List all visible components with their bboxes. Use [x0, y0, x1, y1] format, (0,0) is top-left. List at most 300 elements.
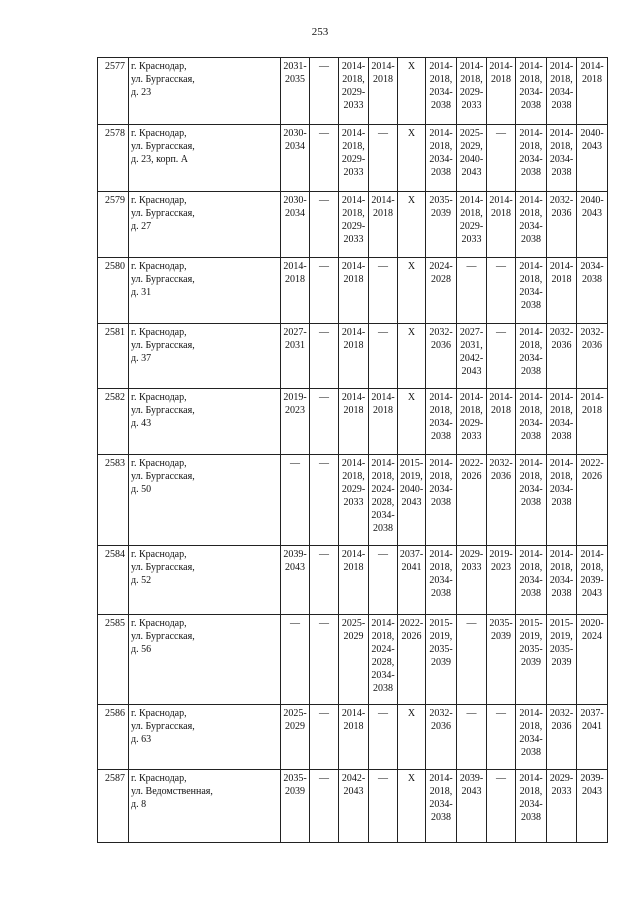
cell-line: 2043 [401, 497, 422, 508]
year-cell [310, 770, 339, 843]
cell-line: 2026 [401, 631, 422, 642]
address-line: ул. Бургасская, [131, 471, 195, 482]
cell-line: 2014- [549, 61, 574, 72]
year-cell [426, 324, 457, 389]
cell-line: 2029- [459, 549, 484, 560]
cell-line: 2014- [341, 708, 366, 719]
cell-line: 2029- [341, 154, 366, 165]
cell-line: 2033 [461, 234, 482, 245]
cell-line: 2036 [431, 721, 451, 732]
cell-line: 2029, [460, 141, 483, 152]
year-cell [457, 770, 487, 843]
year-cell [577, 615, 608, 705]
cell-line: 2018, [460, 208, 483, 219]
year-cell [547, 546, 577, 615]
cell-line: 2018, [429, 562, 453, 573]
cell-line: 2014- [549, 261, 574, 272]
cell-line: 2018 [343, 405, 364, 416]
cell-line: 2014- [341, 61, 366, 72]
cell-line: 2034- [519, 418, 543, 429]
cell-line: 2014- [549, 458, 574, 469]
cell-line: 2033 [461, 100, 482, 111]
cell-line: 2019- [283, 392, 307, 403]
cell-line: 2038 [431, 588, 451, 599]
cell-line: — [378, 773, 388, 784]
cell-line: 2015- [399, 458, 424, 469]
year-cell [369, 324, 398, 389]
cell-line: — [290, 458, 300, 469]
cell-line: 2018, [429, 74, 453, 85]
cell-line: 2034- [519, 287, 543, 298]
year-cell [577, 705, 608, 770]
cell-line: 2034 [285, 208, 305, 219]
cell-line: 2040- [580, 195, 604, 206]
cell-line: 2014- [519, 708, 543, 719]
cell-line: — [319, 618, 329, 629]
cell-line: — [319, 392, 329, 403]
cell-line: 2029- [459, 221, 484, 232]
cell-line: 2022- [399, 618, 424, 629]
year-cell [577, 258, 608, 324]
year-cell [487, 192, 516, 258]
year-cell [281, 58, 310, 125]
cell-line: 2014- [519, 549, 543, 560]
cell-line: 2038 [551, 100, 572, 111]
address-cell [129, 258, 281, 324]
cell-line: 2043 [582, 786, 602, 797]
year-cell [457, 258, 487, 324]
cell-line: 2028 [431, 274, 451, 285]
cell-line: 2014- [429, 61, 453, 72]
year-cell [577, 125, 608, 192]
row-number: 2585 [98, 615, 129, 705]
table-row [98, 546, 608, 615]
address-line: д. 52 [131, 575, 152, 586]
year-cell [281, 455, 310, 546]
row-number: 2578 [98, 125, 129, 192]
cell-line: 2018 [491, 208, 511, 219]
cell-line: 2014- [519, 128, 543, 139]
cell-line: 2031- [283, 61, 307, 72]
cell-line: — [319, 327, 329, 338]
cell-line: 2041 [582, 721, 602, 732]
address-cell [129, 770, 281, 843]
cell-line: 2018, [460, 405, 483, 416]
cell-line: 2018, [550, 471, 573, 482]
year-cell [516, 770, 547, 843]
cell-line: 2034- [429, 575, 453, 586]
year-cell [398, 192, 426, 258]
address-line: д. 63 [131, 734, 152, 745]
cell-line: 2019, [400, 471, 423, 482]
cell-line: 2018, [429, 471, 453, 482]
year-cell [487, 324, 516, 389]
row-number: 2584 [98, 546, 129, 615]
cell-line: — [496, 261, 506, 272]
year-cell [487, 125, 516, 192]
year-cell [426, 455, 457, 546]
cell-line: 2018, [550, 405, 573, 416]
cell-line: — [466, 708, 477, 719]
cell-line: 2018 [285, 274, 305, 285]
year-cell [281, 324, 310, 389]
cell-line: 2018, [519, 471, 543, 482]
cell-line: 2014- [429, 458, 453, 469]
cell-line: 2034- [519, 734, 543, 745]
row-number: 2577 [98, 58, 129, 125]
cell-line: 2018 [343, 562, 364, 573]
table-row [98, 324, 608, 389]
year-cell [369, 58, 398, 125]
year-cell [310, 58, 339, 125]
year-cell [426, 615, 457, 705]
row-number: 2581 [98, 324, 129, 389]
year-cell [516, 705, 547, 770]
year-cell [398, 324, 426, 389]
address-cell [129, 324, 281, 389]
cell-line: 2038 [373, 683, 393, 694]
cell-line: 2034- [549, 154, 574, 165]
address-cell [129, 705, 281, 770]
cell-line: 2018, [342, 471, 365, 482]
cell-line: 2014- [549, 392, 574, 403]
year-cell [516, 324, 547, 389]
address-line: д. 56 [131, 644, 152, 655]
address-cell [129, 455, 281, 546]
cell-line: 2034- [519, 484, 543, 495]
cell-line: 2034- [371, 670, 395, 681]
year-cell [398, 615, 426, 705]
cell-line: 2018, [429, 405, 453, 416]
cell-line: 2039- [459, 773, 484, 784]
address-line: ул. Бургасская, [131, 405, 195, 416]
cell-line: 2018, [519, 786, 543, 797]
cell-line: 2014- [371, 195, 395, 206]
cell-line: 2033 [343, 100, 364, 111]
address-line: ул. Бургасская, [131, 631, 195, 642]
cell-line: 2019, [519, 631, 543, 642]
year-cell [310, 125, 339, 192]
cell-line: 2035 [285, 74, 305, 85]
cell-line: 2039- [283, 549, 307, 560]
cell-line: 2026 [582, 471, 602, 482]
year-cell [547, 125, 577, 192]
year-cell [398, 389, 426, 455]
year-cell [398, 58, 426, 125]
year-cell [577, 192, 608, 258]
cell-line: 2032- [549, 327, 574, 338]
year-cell [487, 258, 516, 324]
cell-line: 2014- [371, 618, 395, 629]
cell-line: 2036 [491, 471, 511, 482]
cell-line: 2034- [580, 261, 604, 272]
year-cell [281, 258, 310, 324]
row-number: 2586 [98, 705, 129, 770]
cell-line: 2018, [519, 562, 543, 573]
cell-line: Х [407, 195, 416, 206]
address-line: д. 27 [131, 221, 152, 232]
year-cell [547, 455, 577, 546]
year-cell [457, 615, 487, 705]
year-cell [369, 389, 398, 455]
cell-line: — [496, 327, 506, 338]
year-cell [281, 770, 310, 843]
year-cell [369, 705, 398, 770]
address-line: г. Краснодар, [131, 195, 187, 206]
cell-line: 2014- [519, 458, 543, 469]
year-cell [577, 770, 608, 843]
year-cell [516, 455, 547, 546]
cell-line: 2029 [343, 631, 364, 642]
year-cell [547, 705, 577, 770]
cell-line: 2043 [582, 141, 602, 152]
cell-line: 2043 [461, 167, 482, 178]
cell-line: 2034- [371, 510, 395, 521]
cell-line: 2034- [549, 87, 574, 98]
year-cell [577, 324, 608, 389]
cell-line: 2014- [489, 195, 513, 206]
cell-line: 2038 [551, 167, 572, 178]
address-line: д. 50 [131, 484, 152, 495]
cell-line: 2032- [429, 327, 453, 338]
cell-line: 2018, [460, 74, 483, 85]
address-line: д. 43 [131, 418, 152, 429]
cell-line: 2018 [551, 274, 572, 285]
cell-line: 2015- [429, 618, 453, 629]
year-cell [281, 192, 310, 258]
address-line: г. Краснодар, [131, 618, 187, 629]
cell-line: — [466, 618, 477, 629]
row-number: 2579 [98, 192, 129, 258]
cell-line: 2034- [519, 154, 543, 165]
cell-line: 2035- [519, 644, 543, 655]
cell-line: 2038 [551, 497, 572, 508]
year-cell [339, 125, 369, 192]
address-cell [129, 546, 281, 615]
cell-line: 2014- [519, 195, 543, 206]
year-cell [426, 770, 457, 843]
cell-line: 2029 [285, 721, 305, 732]
year-cell [281, 705, 310, 770]
year-cell [339, 770, 369, 843]
year-cell [339, 324, 369, 389]
cell-line: 2038 [431, 431, 451, 442]
cell-line: 2024 [582, 631, 602, 642]
cell-line: 2038 [373, 523, 393, 534]
year-cell [487, 546, 516, 615]
cell-line: 2040- [399, 484, 424, 495]
cell-line: 2014- [519, 61, 543, 72]
cell-line: — [378, 708, 388, 719]
year-cell [369, 770, 398, 843]
address-line: г. Краснодар, [131, 61, 187, 72]
cell-line: 2043 [461, 366, 482, 377]
cell-line: 2034- [519, 353, 543, 364]
cell-line: 2032- [549, 195, 574, 206]
cell-line: Х [407, 61, 416, 72]
cell-line: 2038 [521, 167, 541, 178]
table-row [98, 770, 608, 843]
cell-line: Х [407, 392, 416, 403]
cell-line: 2018 [373, 74, 393, 85]
year-cell [398, 125, 426, 192]
cell-line: 2014- [459, 61, 484, 72]
year-cell [487, 770, 516, 843]
cell-line: 2018, [371, 471, 395, 482]
cell-line: 2035- [489, 618, 513, 629]
cell-line: 2034- [429, 418, 453, 429]
cell-line: 2033 [343, 167, 364, 178]
cell-line: 2018 [491, 74, 511, 85]
address-line: ул. Бургасская, [131, 208, 195, 219]
year-cell [339, 615, 369, 705]
cell-line: 2043 [582, 208, 602, 219]
cell-line: 2014- [519, 392, 543, 403]
year-cell [281, 615, 310, 705]
year-cell [426, 705, 457, 770]
year-cell [310, 455, 339, 546]
address-cell [129, 389, 281, 455]
year-cell [457, 58, 487, 125]
table-row [98, 58, 608, 125]
year-cell [457, 546, 487, 615]
cell-line: 2014- [489, 61, 513, 72]
year-cell [547, 258, 577, 324]
cell-line: 2029- [341, 87, 366, 98]
cell-line: 2018, [371, 631, 395, 642]
year-cell [339, 258, 369, 324]
cell-line: — [319, 708, 329, 719]
cell-line: 2023 [285, 405, 305, 416]
cell-line: 2014- [341, 392, 366, 403]
year-cell [426, 389, 457, 455]
cell-line: 2014- [371, 61, 395, 72]
cell-line: 2043 [343, 786, 364, 797]
cell-line: 2018, [519, 340, 543, 351]
cell-line: 2038 [431, 100, 451, 111]
year-cell [577, 455, 608, 546]
year-cell [310, 615, 339, 705]
year-cell [516, 546, 547, 615]
cell-line: 2038 [521, 588, 541, 599]
year-cell [310, 389, 339, 455]
cell-line: 2034- [549, 484, 574, 495]
cell-line: 2043 [582, 588, 602, 599]
cell-line: 2038 [521, 747, 541, 758]
cell-line: 2014- [341, 195, 366, 206]
cell-line: 2025- [341, 618, 366, 629]
year-cell [487, 455, 516, 546]
year-cell [310, 546, 339, 615]
address-line: г. Краснодар, [131, 549, 187, 560]
cell-line: — [496, 128, 506, 139]
cell-line: 2032- [580, 327, 604, 338]
year-cell [516, 192, 547, 258]
year-cell [547, 389, 577, 455]
cell-line: 2037- [399, 549, 424, 560]
year-cell [457, 705, 487, 770]
cell-line: 2022- [580, 458, 604, 469]
address-line: д. 8 [131, 799, 147, 810]
year-cell [577, 546, 608, 615]
cell-line: 2014- [371, 392, 395, 403]
cell-line: 2033 [343, 234, 364, 245]
year-cell [487, 705, 516, 770]
cell-line: 2025- [283, 708, 307, 719]
address-line: ул. Бургасская, [131, 721, 195, 732]
cell-line: 2038 [431, 167, 451, 178]
address-line: д. 23 [131, 87, 152, 98]
row-number: 2582 [98, 389, 129, 455]
cell-line: 2018, [342, 141, 365, 152]
cell-line: 2018, [550, 141, 573, 152]
cell-line: 2034- [429, 154, 453, 165]
address-line: д. 23, корп. А [131, 154, 189, 165]
cell-line: — [290, 618, 300, 629]
cell-line: 2038 [582, 274, 602, 285]
cell-line: 2040- [459, 154, 484, 165]
cell-line: 2032- [489, 458, 513, 469]
cell-line: 2025- [459, 128, 484, 139]
cell-line: 2039- [580, 575, 604, 586]
row-number: 2587 [98, 770, 129, 843]
cell-line: 2034- [429, 484, 453, 495]
cell-line: 2014- [283, 261, 307, 272]
cell-line: — [319, 195, 329, 206]
cell-line: 2042- [459, 353, 484, 364]
cell-line: 2036 [551, 340, 572, 351]
cell-line: — [378, 261, 388, 272]
cell-line: 2014- [519, 327, 543, 338]
cell-line: Х [407, 327, 416, 338]
cell-line: 2035- [429, 195, 453, 206]
year-cell [310, 324, 339, 389]
cell-line: 2036 [431, 340, 451, 351]
table-row [98, 455, 608, 546]
cell-line: 2038 [521, 100, 541, 111]
cell-line: 2040- [580, 128, 604, 139]
cell-line: Х [407, 708, 416, 719]
cell-line: 2034- [519, 221, 543, 232]
cell-line: 2024- [371, 484, 395, 495]
year-cell [516, 615, 547, 705]
cell-line: Х [407, 261, 416, 272]
year-cell [457, 455, 487, 546]
cell-line: 2014- [341, 128, 366, 139]
table-row [98, 258, 608, 324]
address-line: г. Краснодар, [131, 773, 187, 784]
cell-line: 2038 [431, 812, 451, 823]
cell-line: 2038 [521, 497, 541, 508]
cell-line: — [319, 773, 329, 784]
cell-line: 2014- [549, 549, 574, 560]
cell-line: 2033 [461, 431, 482, 442]
year-cell [547, 770, 577, 843]
year-cell [426, 125, 457, 192]
cell-line: 2039 [491, 631, 511, 642]
cell-line: 2018 [373, 208, 393, 219]
cell-line: 2032- [549, 708, 574, 719]
cell-line: 2034- [549, 418, 574, 429]
cell-line: 2038 [551, 431, 572, 442]
year-cell [547, 192, 577, 258]
cell-line: 2029- [459, 418, 484, 429]
cell-line: — [319, 549, 329, 560]
cell-line: 2034- [549, 575, 574, 586]
cell-line: 2015- [519, 618, 543, 629]
year-cell [426, 192, 457, 258]
cell-line: 2035- [549, 644, 574, 655]
